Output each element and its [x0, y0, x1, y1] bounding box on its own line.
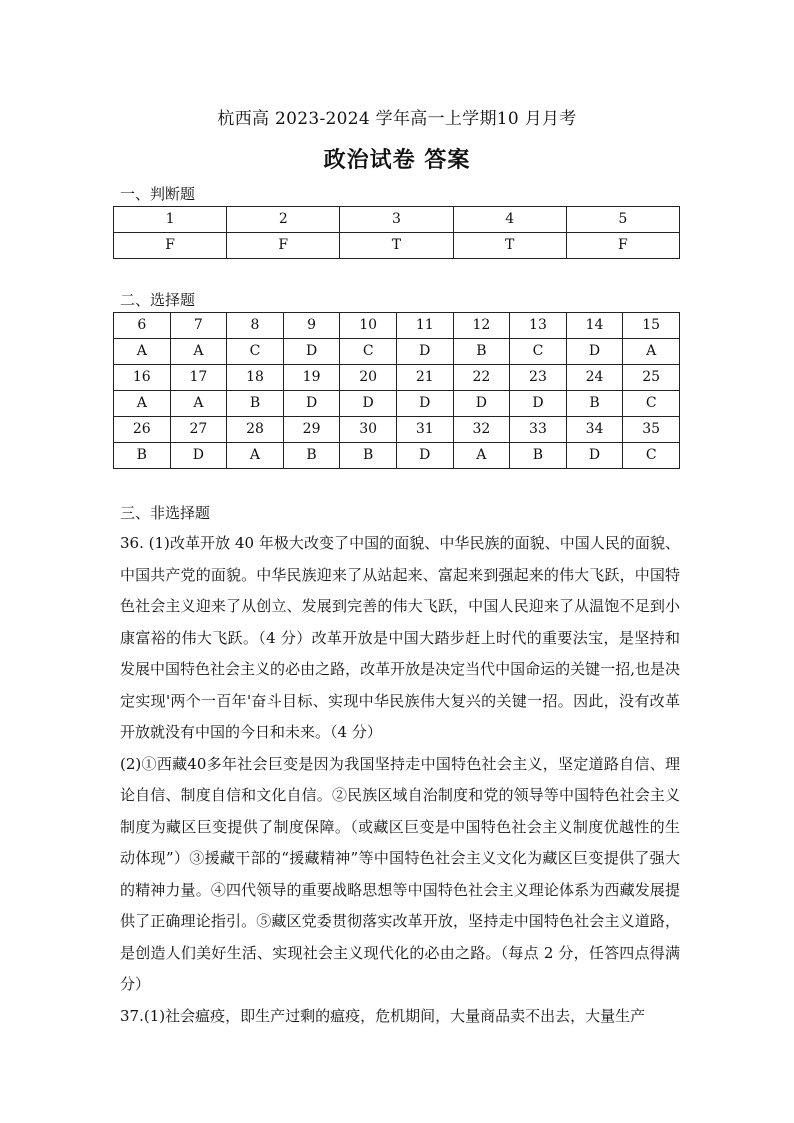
- answer-cell: D: [510, 391, 567, 417]
- question-number: 16: [114, 365, 171, 391]
- answer-cell: T: [453, 233, 566, 259]
- answer-cell: B: [340, 443, 397, 469]
- answer-cell: D: [396, 339, 453, 365]
- answer-cell: A: [114, 391, 171, 417]
- question-number: 20: [340, 365, 397, 391]
- answer-cell: A: [453, 443, 510, 469]
- answer-cell: D: [340, 391, 397, 417]
- section-multiple-choice-heading: 二、选择题: [120, 291, 196, 309]
- answer-cell: T: [340, 233, 453, 259]
- question-number: 15: [623, 313, 680, 339]
- question-number: 24: [566, 365, 623, 391]
- answer-36-part-2: (2)①西藏40多年社会巨变是因为我国坚持走中国特色社会主义，坚定道路自信、理论自信、制度自信和文化自信。②民族区域自治制度和党的领导等中国特色社会主义制度为藏区巨变提供了制度保障。（或藏区巨变是中国特色社会主义制度优越性的生动体现”）③援藏干部的“援藏精神”等中国特色社会主义文化为藏区巨变提供了强大的精神力量。④四代领导的重要战略思想等中国特色社会主义理论体系为西藏发展提供了正确理论指引。⑤藏区党委贯彻落实改革开放，坚持走中国特色社会主义道路，是创造人们美好生活、实现社会主义现代化的必由之路。（每点 2 分，任答四点得满分）: [120, 754, 680, 993]
- table-row: [114, 365, 680, 391]
- table-row: [114, 207, 680, 233]
- answer-cell: B: [566, 391, 623, 417]
- answer-cell: D: [396, 443, 453, 469]
- table-row: [114, 417, 680, 443]
- answer-cell: D: [283, 391, 340, 417]
- table-row: [114, 233, 680, 259]
- true-false-answer-table: [113, 206, 680, 259]
- question-number: 12: [453, 313, 510, 339]
- answer-cell: C: [623, 443, 680, 469]
- table-row: [114, 313, 680, 339]
- answer-cell: C: [510, 339, 567, 365]
- question-number: 27: [170, 417, 227, 443]
- answer-cell: B: [114, 443, 171, 469]
- question-number: 11: [396, 313, 453, 339]
- answer-cell: F: [114, 233, 227, 259]
- answer-cell: B: [283, 443, 340, 469]
- answer-cell: B: [227, 391, 284, 417]
- answer-cell: B: [453, 339, 510, 365]
- answer-cell: D: [453, 391, 510, 417]
- answer-cell: C: [340, 339, 397, 365]
- answer-cell: F: [227, 233, 340, 259]
- question-number: 5: [566, 207, 679, 233]
- question-number: 23: [510, 365, 567, 391]
- answer-cell: A: [623, 339, 680, 365]
- answer-cell: B: [510, 443, 567, 469]
- question-number: 8: [227, 313, 284, 339]
- question-number: 25: [623, 365, 680, 391]
- question-number: 32: [453, 417, 510, 443]
- question-number: 17: [170, 365, 227, 391]
- open-question-answers: [120, 528, 680, 1032]
- answer-cell: C: [623, 391, 680, 417]
- question-number: 26: [114, 417, 171, 443]
- answer-cell: D: [566, 339, 623, 365]
- answer-37-part-1: 37.(1)社会瘟疫，即生产过剩的瘟疫，危机期间，大量商品卖不出去，大量生产: [120, 1006, 646, 1025]
- table-row: [114, 391, 680, 417]
- question-number: 2: [227, 207, 340, 233]
- question-number: 7: [170, 313, 227, 339]
- question-number: 21: [396, 365, 453, 391]
- section-open-questions-heading: 三、非选择题: [120, 504, 211, 522]
- question-number: 14: [566, 313, 623, 339]
- answer-cell: C: [227, 339, 284, 365]
- answer-cell: A: [170, 391, 227, 417]
- table-row: [114, 339, 680, 365]
- answer-36-part-1: 36. (1)改革开放 40 年极大改变了中国的面貌、中华民族的面貌、中国人民的面貌、中国共产党的面貌。中华民族迎来了从站起来、富起来到强起来的伟大飞跃，中国特色社会主义迎来了从创立、发展到完善的伟大飞跃，中国人民迎来了从温饱不足到小康富裕的伟大飞跃。（4 分）改革开放是中国大踏步赶上时代的重要法宝，是坚持和发展中国特色社会主义的必由之路，改革开放是决定当代中国命运的关键一招,也是决定实现'两个一百年'奋斗目标、实现中华民族伟大复兴的关键一招。因此，没有改革开放就没有中国的今日和未来。（4 分）: [120, 534, 680, 741]
- answer-cell: A: [227, 443, 284, 469]
- answer-cell: A: [114, 339, 171, 365]
- answer-cell: D: [170, 443, 227, 469]
- question-number: 34: [566, 417, 623, 443]
- answer-cell: D: [566, 443, 623, 469]
- question-number: 6: [114, 313, 171, 339]
- question-number: 4: [453, 207, 566, 233]
- question-number: 28: [227, 417, 284, 443]
- answer-cell: A: [170, 339, 227, 365]
- question-number: 18: [227, 365, 284, 391]
- answer-cell: D: [396, 391, 453, 417]
- table-row: [114, 443, 680, 469]
- question-number: 22: [453, 365, 510, 391]
- question-number: 31: [396, 417, 453, 443]
- exam-title: 杭西高 2023-2024 学年高一上学期10 月月考: [217, 109, 577, 129]
- question-number: 19: [283, 365, 340, 391]
- question-number: 33: [510, 417, 567, 443]
- exam-subtitle: 政治试卷 答案: [323, 147, 471, 173]
- question-number: 29: [283, 417, 340, 443]
- question-number: 10: [340, 313, 397, 339]
- question-number: 30: [340, 417, 397, 443]
- question-number: 3: [340, 207, 453, 233]
- answer-cell: F: [566, 233, 679, 259]
- multiple-choice-answer-table: [113, 312, 680, 469]
- section-true-false-heading: 一、判断题: [120, 185, 196, 203]
- question-number: 1: [114, 207, 227, 233]
- question-number: 13: [510, 313, 567, 339]
- answer-cell: D: [283, 339, 340, 365]
- question-number: 35: [623, 417, 680, 443]
- question-number: 9: [283, 313, 340, 339]
